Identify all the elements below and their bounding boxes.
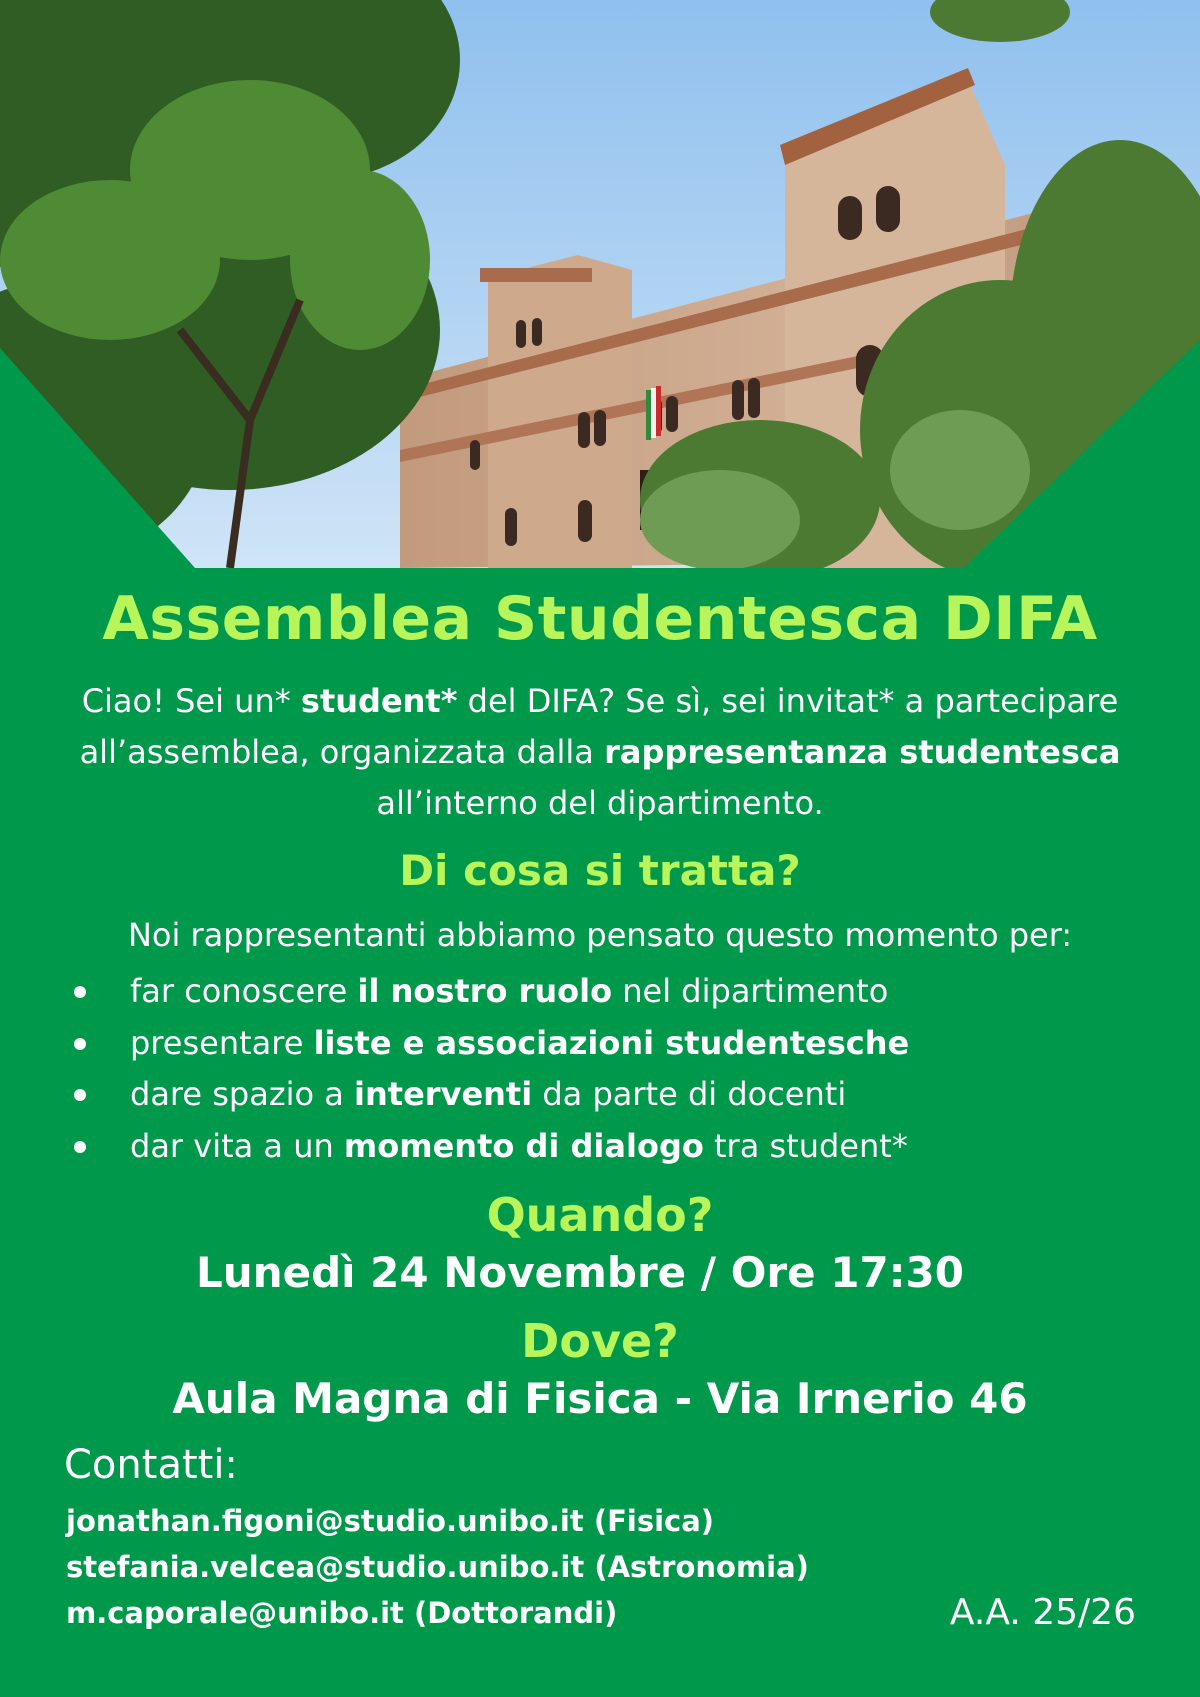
contact-email-astronomia[interactable]: stefania.velcea@studio.unibo.it (Astronomia) [66,1550,809,1584]
event-date-time: Lunedì 24 Novembre / Ore 17:30 [196,1248,964,1297]
what-lead: Noi rappresentanti abbiamo pensato questo momento per: [127,916,1073,954]
list-item: far conoscere il nostro ruolo nel dipartimento [60,966,1160,1018]
contact-email-dottorandi[interactable]: m.caporale@unibo.it (Dottorandi) [66,1596,618,1630]
what-heading: Di cosa si tratta? [399,846,801,895]
when-heading: Quando? [486,1188,714,1242]
building-photo [0,0,1200,568]
intro-line3: all’interno del dipartimento. [376,784,824,822]
bullet-icon [74,986,86,998]
poster-title: Assemblea Studentesca DIFA [102,584,1098,654]
list-item: dare spazio a interventi da parte di docenti [60,1069,1160,1121]
list-item: presentare liste e associazioni studentesche [60,1018,1160,1070]
contacts-list [66,1498,809,1636]
intro-text [40,676,1160,829]
bullet-icon [74,1141,86,1153]
bullet-icon [74,1038,86,1050]
contact-email-fisica[interactable]: jonathan.figoni@studio.unibo.it (Fisica) [66,1504,715,1538]
intro-line2: all’assemblea, organizzata dalla rappresentanza studentesca [79,733,1121,771]
academic-year: A.A. 25/26 [949,1592,1136,1633]
event-location: Aula Magna di Fisica - Via Irnerio 46 [172,1374,1028,1423]
intro-line1: Ciao! Sei un* student* del DIFA? Se sì, sei invitat* a partecipare [81,682,1119,720]
agenda-list [60,966,1160,1172]
contacts-heading: Contatti: [64,1442,238,1488]
where-heading: Dove? [521,1314,679,1368]
bullet-icon [74,1089,86,1101]
list-item: dar vita a un momento di dialogo tra student* [60,1121,1160,1173]
